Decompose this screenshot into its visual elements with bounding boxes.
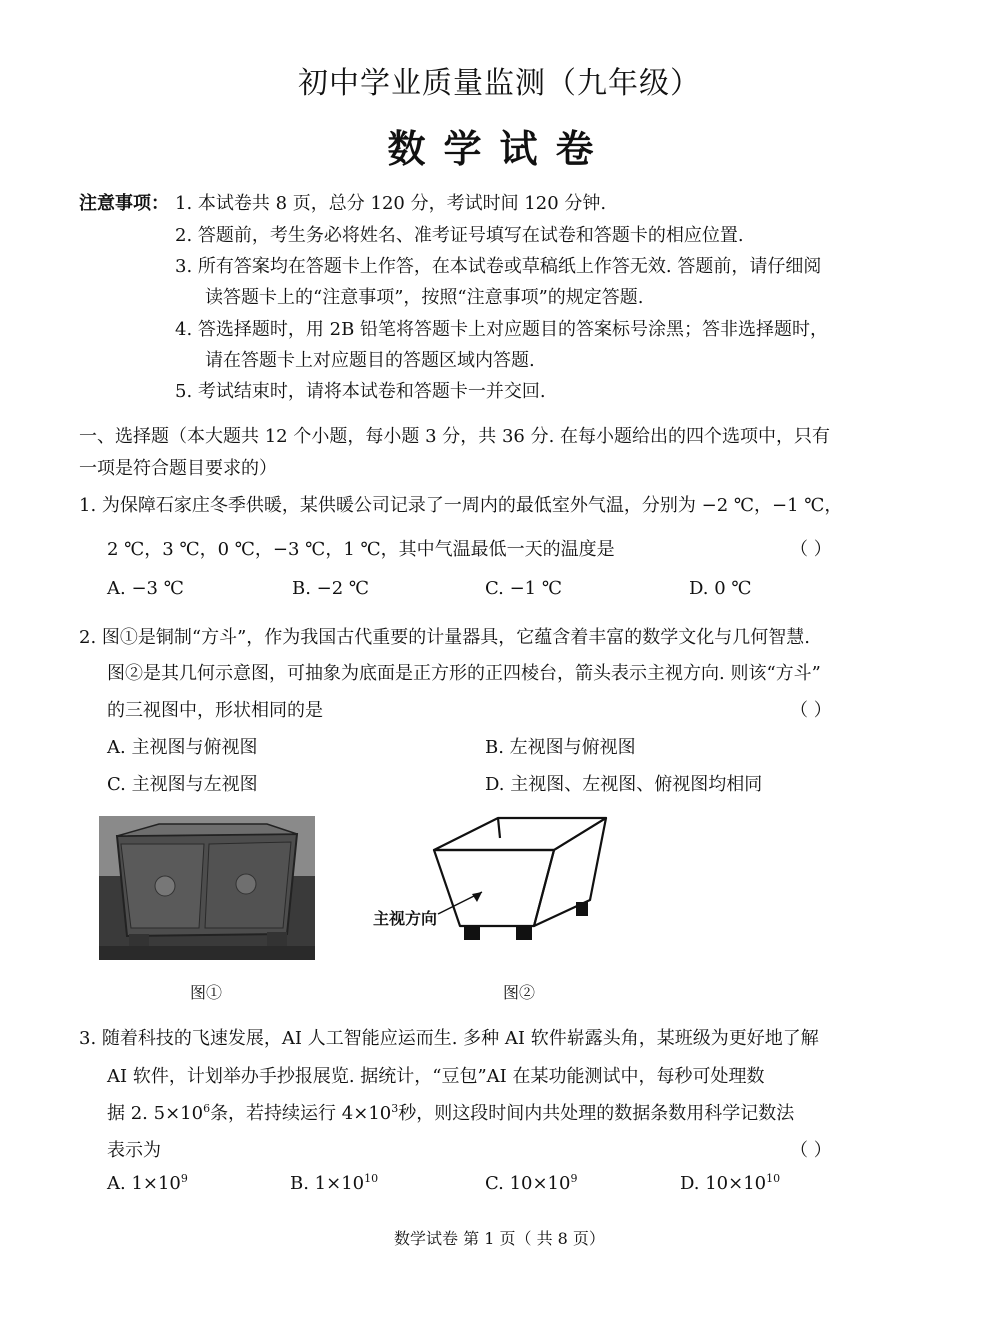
q3-option-b: [290, 1172, 378, 1194]
q3-option-d-base: D. 10×10: [680, 1173, 767, 1194]
section-heading: 一、选择题（本大题共 12 个小题，每小题 3 分，共 36 分. 在每小题给出的四个选项中，只有: [79, 426, 831, 447]
q3-exp-1: 6: [203, 1102, 211, 1115]
q1-option-a: A. −3 ℃: [107, 578, 184, 599]
q3-answer-paren: （ ）: [790, 1140, 832, 1161]
q1-option-b: B. −2 ℃: [292, 578, 370, 599]
q3-option-c-base: C. 10×10: [485, 1173, 571, 1194]
q3-stem: 3. 随着科技的飞速发展，AI 人工智能应运而生. 多种 AI 软件崭露头角，某班级为更好地了解: [79, 1028, 819, 1049]
q3-text-b: 条，若持续运行 4×10: [210, 1103, 392, 1124]
arrow-label: 主视方向: [373, 909, 438, 928]
notice-item-4: 4. 答选择题时，用 2B 铅笔将答题卡上对应题目的答案标号涂黑；答非选择题时，: [175, 319, 829, 340]
q3-option-b-base: B. 1×10: [290, 1173, 365, 1194]
notice-label: 注意事项：: [79, 193, 169, 214]
exam-title: 初中学业质量监测（九年级）: [298, 66, 701, 101]
q3-option-b-exp: 10: [364, 1172, 379, 1185]
q3-option-d-exp: 10: [766, 1172, 781, 1185]
q1-option-d: D. 0 ℃: [689, 578, 752, 599]
q3-stem-cont3: 表示为: [107, 1140, 161, 1161]
notice-item-2: 2. 答题前，考生务必将姓名、准考证号填写在试卷和答题卡的相应位置.: [175, 225, 744, 246]
fangdou-photo: [99, 816, 315, 960]
notice-item-3: 3. 所有答案均在答题卡上作答，在本试卷或草稿纸上作答无效. 答题前，请仔细阅: [175, 256, 822, 277]
q2-option-a: A. 主视图与俯视图: [107, 737, 258, 758]
q2-stem-cont: 图②是其几何示意图，可抽象为底面是正方形的正四棱台，箭头表示主视方向. 则该“方斗”: [107, 663, 821, 684]
q2-option-c: C. 主视图与左视图: [107, 774, 258, 795]
q2-option-d: D. 主视图、左视图、俯视图均相同: [485, 774, 763, 795]
q3-text-a: 据 2. 5×10: [107, 1103, 204, 1124]
figure-1-caption: 图①: [190, 983, 223, 1002]
notice-item-4-cont: 请在答题卡上对应题目的答题区域内答题.: [205, 350, 535, 371]
q3-option-c-exp: 9: [570, 1172, 578, 1185]
q2-stem-cont2: 的三视图中，形状相同的是: [107, 700, 323, 721]
subject-title: 数学试卷: [387, 126, 612, 171]
q3-option-a: [107, 1172, 188, 1194]
notice-item-3-cont: 读答题卡上的“注意事项”，按照“注意事项”的规定答题.: [205, 287, 644, 308]
notice-item-5: 5. 考试结束时，请将本试卷和答题卡一并交回.: [175, 381, 546, 402]
q3-stem-cont2: [107, 1099, 794, 1125]
notice-item-1: 1. 本试卷共 8 页，总分 120 分，考试时间 120 分钟.: [175, 193, 607, 214]
section-heading-cont: 一项是符合题目要求的）: [79, 458, 277, 479]
page-footer: 数学试卷 第 1 页（ 共 8 页）: [394, 1229, 605, 1248]
q3-option-c: [485, 1172, 577, 1194]
q3-text-c: 秒，则这段时间内共处理的数据条数用科学记数法: [398, 1103, 795, 1124]
q2-stem: 2. 图①是铜制“方斗”，作为我国古代重要的计量器具，它蕴含着丰富的数学文化与几何智慧.: [79, 627, 811, 648]
figure-2-caption: 图②: [503, 983, 536, 1002]
q3-exp-2: 3: [391, 1102, 399, 1115]
q3-stem-cont: AI 软件，计划举办手抄报展览. 据统计，“豆包”AI 在某功能测试中，每秒可处理数: [107, 1066, 765, 1087]
q1-option-c: C. −1 ℃: [485, 578, 562, 599]
q1-stem: 1. 为保障石家庄冬季供暖，某供暖公司记录了一周内的最低室外气温，分别为 −2 ℃，−1 ℃，: [79, 495, 843, 516]
q2-option-b: B. 左视图与俯视图: [485, 737, 636, 758]
q3-option-d: [680, 1172, 780, 1194]
q1-answer-paren: （ ）: [790, 539, 832, 560]
q3-option-a-exp: 9: [180, 1172, 188, 1185]
q1-stem-cont: 2 ℃，3 ℃，0 ℃，−3 ℃，1 ℃，其中气温最低一天的温度是: [107, 539, 615, 560]
q2-answer-paren: （ ）: [790, 700, 832, 721]
frustum-diagram: [430, 814, 610, 954]
q3-option-a-base: A. 1×10: [107, 1173, 181, 1194]
